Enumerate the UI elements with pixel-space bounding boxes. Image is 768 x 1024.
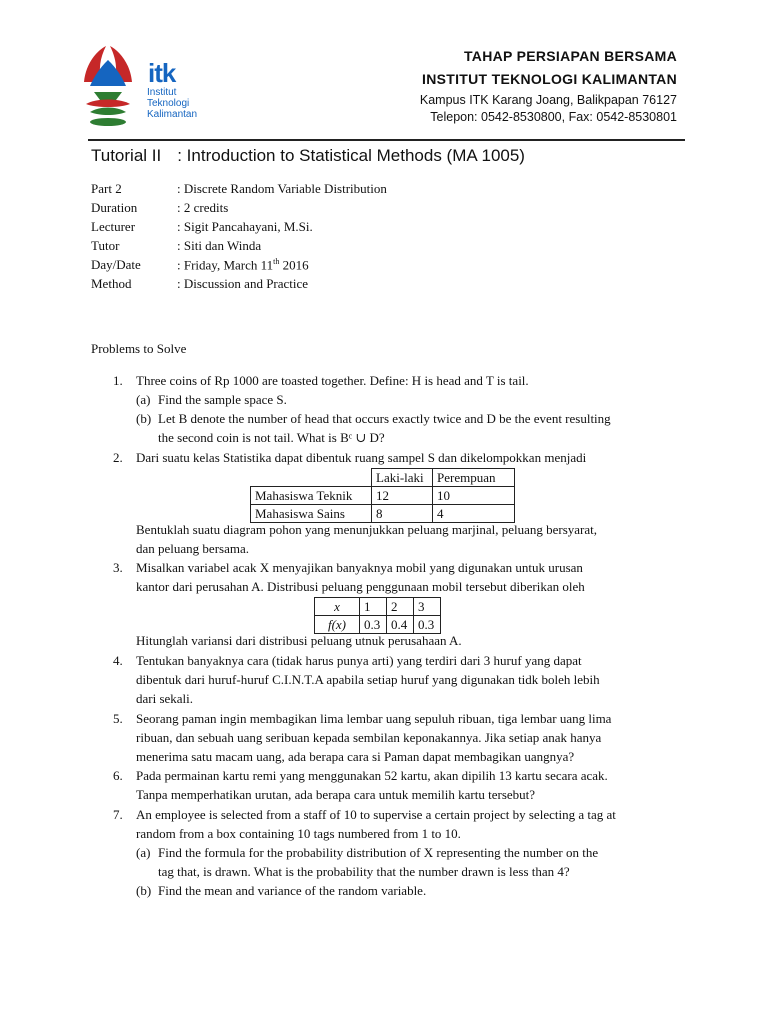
problem-text: Tanpa memperhatikan urutan, ada berapa cara untuk memilih kartu tersebut? [136, 787, 536, 802]
problem-text: Find the mean and variance of the random variable. [158, 883, 427, 898]
info-row: Method : Discussion and Practice [91, 276, 309, 291]
problem-text: Seorang paman ingin membagikan lima lembar uang sepuluh ribuan, tiga lembar uang lima [136, 711, 612, 726]
table-cell: 4 [433, 505, 515, 523]
table-row [251, 505, 515, 523]
problem-number: 7. [113, 807, 123, 822]
header-org-2: INSTITUT TEKNOLOGI KALIMANTAN [422, 71, 677, 87]
problem-text: dan peluang bersama. [136, 541, 249, 556]
logo-emblem-icon [84, 46, 132, 126]
problem-text: Pada permainan kartu remi yang menggunakan 52 kartu, akan dipilih 13 kartu secara acak. [136, 768, 608, 783]
subpart-label: (a) [136, 845, 151, 860]
info-row: Part 2 : Discrete Random Variable Distribution [91, 181, 387, 196]
header-phone: Telepon: 0542-8530800, Fax: 0542-8530801 [430, 110, 677, 124]
logo-text: Institut Teknologi Kalimantan [147, 87, 198, 120]
problem-text: dibentuk dari huruf-huruf C.I.N.T.A apabila setiap huruf yang digunakan tidk boleh lebih [136, 672, 600, 687]
problem-text: Tentukan banyaknya cara (tidak harus punya arti) yang terdiri dari 3 huruf yang dapat [136, 653, 582, 668]
problem-text: menerima satu macam uang, ada berapa cara si Paman dapat membagikan uangnya? [136, 749, 575, 764]
problem-number: 1. [113, 373, 123, 388]
table-cell: 12 [372, 487, 433, 505]
logo-mark: itk [148, 58, 176, 88]
table-cell: 0.3 [414, 616, 441, 634]
subpart-label: (a) [136, 392, 151, 407]
table-cell: Mahasiswa Teknik [251, 487, 372, 505]
info-row: Lecturer : Sigit Pancahayani, M.Si. [91, 219, 313, 234]
table-cell [251, 469, 372, 487]
problem-number: 5. [113, 711, 123, 726]
problem-number: 4. [113, 653, 123, 668]
subpart-label: (b) [136, 411, 152, 426]
table-row [251, 487, 515, 505]
problem-text: random from a box containing 10 tags numbered from 1 to 10. [136, 826, 461, 841]
info-row: Duration : 2 credits [91, 200, 229, 215]
table-header: Perempuan [433, 469, 515, 487]
problem-text: Bentuklah suatu diagram pohon yang menunjukkan peluang marjinal, peluang bersyarat, [136, 522, 598, 537]
info-row: Tutor : Siti dan Winda [91, 238, 262, 253]
problem-text: dari sekali. [136, 691, 194, 706]
problem-text: Find the formula for the probability distribution of X representing the number on the [158, 845, 599, 860]
problem-text: Dari suatu kelas Statistika dapat dibentuk ruang sampel S dan dikelompokkan menjadi [136, 450, 587, 465]
problem-number: 6. [113, 768, 123, 783]
subpart-label: (b) [136, 883, 152, 898]
problem-text: tag that, is drawn. What is the probability that the number drawn is less than 4? [158, 864, 570, 879]
problem-number: 3. [113, 560, 123, 575]
table-header: x [315, 598, 360, 616]
problem-text: Misalkan variabel acak X menyajikan banyaknya mobil yang digunakan untuk urusan [136, 560, 583, 575]
gender-table [250, 468, 515, 523]
problem-text: kantor dari perusahan A. Distribusi peluang penggunaan mobil tersebut diberikan oleh [136, 579, 585, 594]
header-divider [88, 139, 685, 141]
table-cell: 2 [387, 598, 414, 616]
header-org-1: TAHAP PERSIAPAN BERSAMA [463, 48, 677, 64]
table-cell: Mahasiswa Sains [251, 505, 372, 523]
info-row: Day/Date : Friday, March 11th 2016 [91, 257, 309, 273]
table-row [315, 598, 441, 616]
table-header: Laki-laki [372, 469, 433, 487]
table-cell: 8 [372, 505, 433, 523]
table-cell: 3 [414, 598, 441, 616]
problem-number: 2. [113, 450, 123, 465]
table-cell: 1 [360, 598, 387, 616]
problem-text: Find the sample space S. [158, 392, 287, 407]
problem-text: Three coins of Rp 1000 are toasted together. Define: H is head and T is tail. [136, 373, 529, 388]
header-address: Kampus ITK Karang Joang, Balikpapan 76127 [419, 93, 677, 107]
problem-text: Let B denote the number of head that occurs exactly twice and D be the event resulting [158, 411, 611, 426]
distribution-table [314, 597, 441, 634]
problem-text: ribuan, dan sebuah uang seribuan kepada sembilan keponakannya. Jika setiap anak hanya [136, 730, 602, 745]
table-row [315, 616, 441, 634]
table-cell: 0.3 [360, 616, 387, 634]
table-row [251, 469, 515, 487]
table-cell: 10 [433, 487, 515, 505]
section-title: Problems to Solve [91, 341, 187, 356]
problem-text: Hitunglah variansi dari distribusi peluang utnuk perusahaan A. [136, 633, 462, 648]
problem-text: the second coin is not tail. What is Bᶜ ∪ D? [158, 430, 385, 445]
page-title: Tutorial II : Introduction to Statistical Methods (MA 1005) [91, 146, 525, 165]
table-header: f(x) [315, 616, 360, 634]
table-cell: 0.4 [387, 616, 414, 634]
problem-text: An employee is selected from a staff of 10 to supervise a certain project by selecting a tag at [136, 807, 616, 822]
